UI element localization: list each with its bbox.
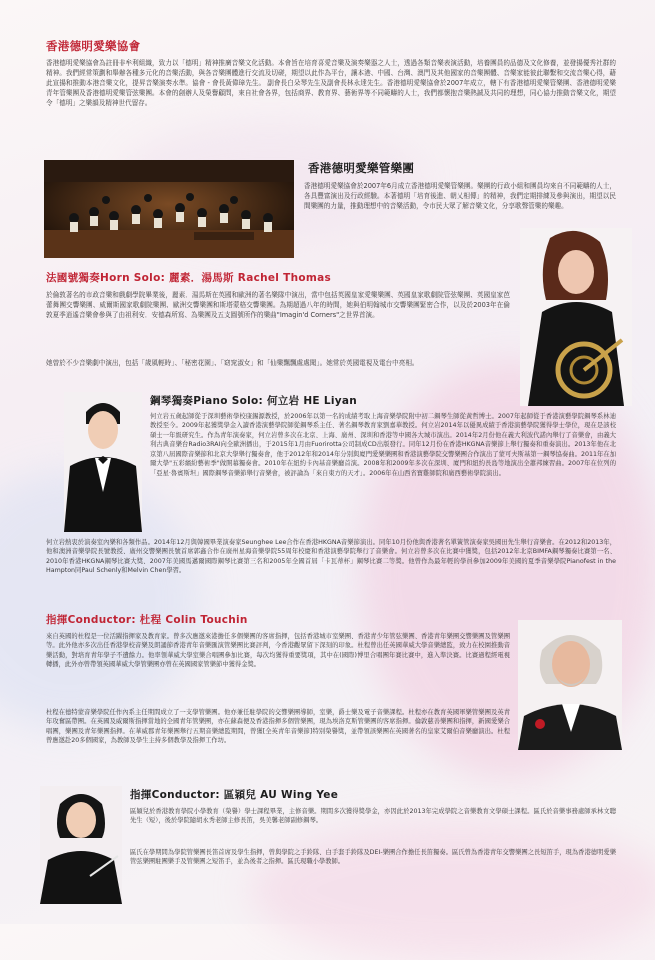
piano-title: 鋼琴獨奏Piano Solo: 何立岩 HE Liyan	[150, 395, 358, 407]
society-title: 香港德明愛樂協會	[46, 39, 141, 53]
conductor2-text-2: 區氏在學期間為學院管樂團長笛首席及學生指揮，曾與學院之手鈴隊、白手套手鈴隊及DEI-樂團合作擔任長笛獨奏。區氏曾為香港青年交響樂團之長短笛手，現為香港德明愛樂管弦樂團駐團樂手及管樂團之短笛手，並為後者之指揮。區氏現職小學教師。	[130, 849, 616, 866]
horn-text: 於倫敦著名的市政音樂和戲劇學院畢業後，麗素．湯馬斯在英國和歐洲的著名樂隊中演出，當中包括英國皇家愛樂樂團、英國皇家歌劇院管弦樂團、英國皇家芭蕾舞團交響樂團、威爾斯國家歌劇院樂團、歐洲交響樂團和斯塔蒙格交響樂團。為期超過八年的時間，她與伯明翰城市交響樂團緊密合作，以及於2003年在倫敦夏季逍遙音樂會參與了由祖利安．安德森所寫、為樂團及五支圓號所作的樂曲"Imagin'd Corners"之世界首演。	[46, 291, 510, 320]
conductor-au-photo	[40, 786, 122, 904]
orchestra-photo	[44, 160, 294, 258]
piano-text: 何立岩五歲起師從于深圳藝術學校康錫源教授，於2006年以第一名的成績考取上海音樂學院附中初二鋼琴生師從黃哲博士。2007年起師從于香港演藝學院鋼琴系林迪教授至今。2009年起獲獎學金入讀香港演藝學院師從鋼琴系主任、著名鋼琴教育家劉嘉華教授。何立岩2014年以優異成績于香港演藝學院獲得學士學位，現在是該校碩士一年級研究生。作為青年演奏家，何立岩曾多次在北京、上海、廣州、深圳和香港等中國各大城市演出。2014年2月份他在義大利波代諾內舉行了音樂會，由義大利古典音樂台Radio3RAI向全歐洲播出，于2015年1月由Fuorirotta公司制成CD出版發行。同年12月份在香港HKGNA音樂節上舉行獨奏和重奏演出。2013年他在北京第八屆國際音樂節和北京大學舉行獨奏會，他于2012年和2014年分別與廈門愛樂樂團和香港演藝學院交響樂團合作演出了蒙可夫斯基第一鋼琴協奏曲。2011年在加爾大學"五彩繽紛藝術季"做開幕獨奏會。2010年在紐約卡內基音樂廳首演。2008年和2009年多次在深圳、廈門和紐約長島等地演出全蕭邦練習曲。2007年在位列的「亞星·魯賓斯坦」國際鋼琴音樂節舉行音樂會，被評論為「來自東方的天才」。2006年在山西省寶雞師院和廣西藝術學院演出。	[150, 413, 616, 477]
horn-title: 法國號獨奏Horn Solo: 麗素．湯馬斯 Rachel Thomas	[46, 272, 332, 284]
piano-text-2: 何立岩熱衷於演奏室內樂和各類作品。2014年12月與韓國畢業演奏家Seunghee Lee合作在香港HKGNA音樂節演出。同年10月份他與香港著名單簧管演奏家吳國田先生舉行音樂會。在2012和2013年，他和澳洲音樂學院長號教授、廣州交響樂團長號首席郭鑫合作在廣州星海音樂學院55周年校慶和香港演藝學院舉行了音樂會。何立岩曾多次在比賽中獲獎，包括2012年北京BIMFA鋼琴獨奏比賽第一名、2010年香港HKGNA鋼琴比賽大獎、2007年美國馬邁爾國際鋼琴比賽第三名和2005年全國首屆「卡瓦蒂杯」鋼琴比賽二等獎。他曾作為最年輕的學員參加2009年美國的夏季音樂學院Pianofest in the Hampton同Paul Schenly和Melvin Chen學習。	[46, 539, 616, 575]
society-text: 香港德明愛樂協會為註冊非牟利組織，致力以「德明」精神推廣音樂文化活動。本會旨在培育喜愛音樂及演奏樂器之人士，透過各類音樂表演活動，培養團員的品德及文化修養，並發揚優秀社群的精神。我們經常策劃和舉辦各種多元化的音樂活動，與各音樂團體進行交流及切磋，期望以此作為平台，讓本港、中國、台灣、澳門及其他國家的音樂團體、音樂家能彼此聯繫和交流音樂心得，藉此宣揚和推動本港音樂文化，提昇音樂演奏水準。協會 - 會長黃偉璋先生。 副會長白朵琴先生及副會長林永達先生。香港德明愛樂協會於2007年成立，轄下有香港德明愛樂管樂團、香港德明愛樂青年管樂團及香港德明愛樂管弦樂團。本會的創辦人及榮譽顧問，來自社會各界，包括商界、教育界、藝術界等不同範疇的人士，我們都懷抱音樂熱誠及共同的理想，同心協力推動音樂文化，期望令「德明」之樂韻及精神世代留存。	[46, 59, 616, 108]
pianist-photo	[64, 392, 142, 532]
conductor1-title: 指揮Conductor: 杜程 Colin Touchin	[46, 614, 248, 626]
background-wash	[250, 820, 655, 960]
band-text: 香港德明愛樂協會於2007年6月成立香港德明愛樂管樂團。樂團的行政小組和團員均來自不同範疇的人士，各具豐富演出及行政經驗。本著德明「培育後進、朝乂相傳」的精神，我們定期排練及參與演出，期望以民間樂團的力量，推動理想中的音樂活動，令市民大眾了解音樂文化，分享歌聲管樂的樂趣。	[304, 182, 616, 211]
conductor1-text: 來自英國的杜程是一位活躍指揮家及教育家。曾多次應邀來港擔任多個樂團的客席指揮，包括香港城市室樂團、香港青少年管弦樂團、香港青年樂團交響樂團及管樂團等。此外他亦多次出任香港學校音樂及朗誦節香港青年音樂匯演管樂團比賽評判，今香港觀眾留下深刻的印象。杜程曾出任英國華威大學音樂總監，致力在校園推動音樂活動，對培育青年學子不遺餘力。他率領華威大學室樂合唱團參加比賽，每次均獲得重要獎項，其中在(國際)博里合唱團年賽比賽中，進入準決賽。比賽過程經電視轉播，此外亦曾帶領英國華威大學管樂團亦曾在英國國家管樂節中獲得金獎。	[46, 633, 510, 669]
horn-player-photo	[520, 228, 632, 406]
band-title: 香港德明愛樂管樂團	[308, 161, 415, 175]
conductor2-text: 區穎兒於香港教育學院小學教育（榮譽）學士課程畢業，主修音樂。期間多次獲得獎學金，亦因此於2013年完成學院之音樂教育文學碩士課程。區氏於音樂事務處師承林文聰先生（短），後於學院隨胡永秀老師主修長笛，吳美馨老師副修鋼琴。	[130, 808, 616, 825]
conductor-touchin-photo	[518, 620, 622, 750]
conductor2-title: 指揮Conductor: 區穎兒 AU Wing Yee	[130, 789, 339, 801]
horn-text-2: 她曾於不少音樂劇中演出，包括「歲風輕時」、「秘密花園」、「窈窕淑女」和「仙樂飄飄處處聞」。她常於英國電視及電台中亮相。	[46, 359, 419, 367]
conductor1-text-2: 杜程在德特蒙音樂學院任作內系主任期間成立了一支學管樂團。他亦兼任駐學院的交響樂團導師，室樂，爵士樂及電子音樂課程。杜程亦在教育英國軍樂管樂團及英青年攻奮區帶團。在英國及威爾斯指揮當地的全國青年管樂團，亦在蘇森便及香港指揮多個管樂團，現為埃洛克斯管樂團的客席指揮。倫敦慈善樂團和指揮，新國愛樂合唱團，樂團及青年樂團指揮。在華威郡青年樂團舉行五期音樂總監期間，曾獲[全英青年音樂節]特別榮譽獎，並帶領該樂團在英國著名的皇家艾爾伯音樂廳演出。杜程曾應邀赴20多個國家，為教師及學生主持多個教學及指揮工作坊。	[46, 709, 510, 745]
